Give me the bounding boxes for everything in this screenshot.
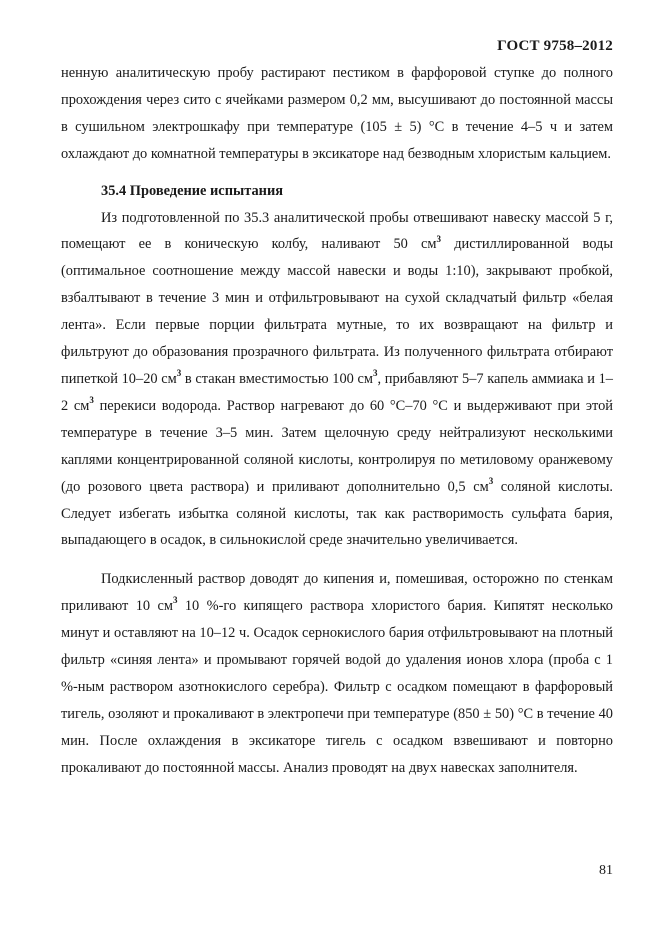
text-segment: , прибавляют 5–7 капель аммиака и 1–2 см: [61, 370, 613, 414]
paragraph-precipitation: [61, 566, 613, 781]
document-body: [61, 60, 613, 782]
superscript-cube: 3: [176, 368, 182, 379]
text-segment: перекиси водорода. Раствор нагревают до 60 °С–70 °С и выдерживают при этой температуре в течение 3–5 мин. Затем щелочную среду нейтрализуют несколькими каплями концентрированной соляной кислоты, контролируя по метиловому оранжевому (до розового цвета раствора) и приливают дополнительно 0,5 см: [61, 397, 613, 495]
section-heading: 35.4 Проведение испытания: [101, 182, 284, 199]
superscript-cube: 3: [436, 233, 442, 244]
text-segment: в стакан вместимостью 100 см: [181, 370, 373, 387]
text-segment: Из подготовленной по 35.3 аналитической пробы отвешивают навеску массой 5 г, помещают ее в коническую колбу, наливают 50 см: [61, 209, 613, 253]
paragraph-continuation: ненную аналитическую пробу растирают пестиком в фарфоровой ступке до полного прохождения через сито с ячейками размером 0,2 мм, высушивают до постоянной массы в сушильном электрошкафу при температуре (105 ± 5) °С в течение 4–5 ч и затем охлаждают до комнатной температуры в эксикаторе над безводным хлористым кальцием.: [61, 65, 613, 162]
superscript-cube: 3: [89, 395, 94, 406]
text-segment: Подкисленный раствор доводят до кипения и, помешивая, осторожно по стенкам приливают 10 см: [61, 571, 613, 615]
paragraph-procedure: [61, 205, 613, 555]
document-standard-header: ГОСТ 9758–2012: [497, 38, 613, 54]
superscript-cube: 3: [172, 595, 178, 606]
text-segment: соляной кислоты. Следует избегать избытка соляной кислоты, так как растворимость сульфата бария, выпадающего в осадок, в сильнокислой среде значительно увеличивается.: [61, 478, 614, 549]
superscript-cube: 3: [488, 475, 494, 486]
superscript-cube: 3: [373, 368, 378, 379]
page-number: 81: [599, 863, 613, 878]
text-segment: дистиллированной воды (оптимальное соотношение между массой навески и воды 1:10), закрывают пробкой, взбалтывают в течение 3 мин и отфильтровывают на сухой складчатый фильтр «белая лента». Если первые порции фильтрата мутные, то их возвращают на фильтр и фильтруют до образования прозрачного фильтрата. Из полученного фильтрата отбирают пипеткой 10–20 см: [61, 236, 613, 387]
text-segment: 10 %-го кипящего раствора хлористого бария. Кипятят несколько минут и оставляют на 10–12 ч. Осадок сернокислого бария отфильтровывают на плотный фильтр «синяя лента» и промывают горячей водой до удаления ионов хлора (проба с 1 %-ным раствором азотнокислого серебра). Фильтр с осадком помещают в фарфоровый тигель, озоляют и прокаливают в электропечи при температуре (850 ± 50) °С в течение 40 мин. После охлаждения в эксикаторе тигель с осадком взвешивают и повторно прокаливают до постоянной массы. Анализ проводят на двух навесках заполнителя.: [61, 598, 613, 776]
